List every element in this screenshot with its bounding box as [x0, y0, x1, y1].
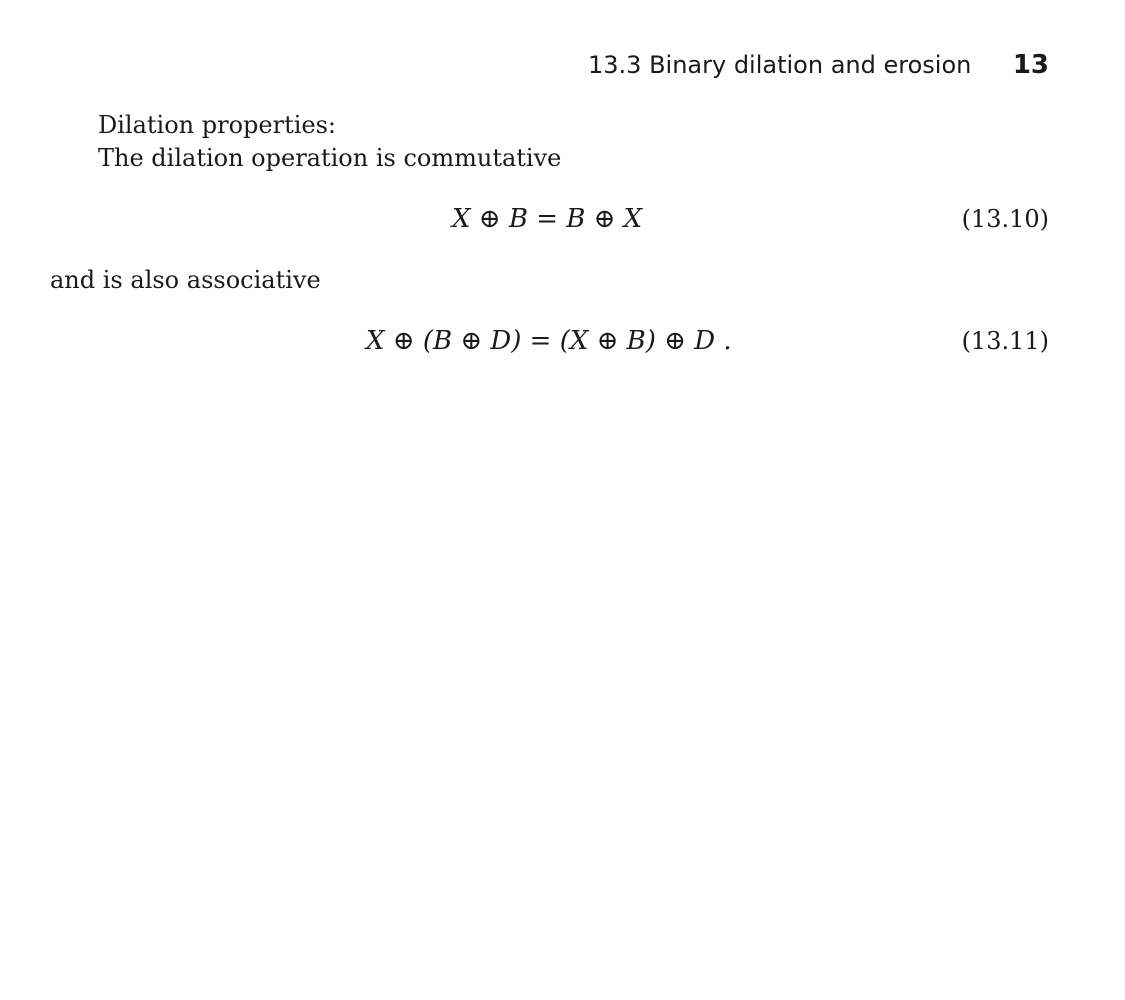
equation-commutative: X ⊕ B = B ⊕ X [452, 204, 643, 234]
page-header [0, 48, 1125, 82]
equation-associative: X ⊕ (B ⊕ D) = (X ⊕ B) ⊕ D . [366, 326, 732, 356]
paragraph-dilation-properties: Dilation properties: [98, 111, 337, 139]
page-number: 13 [1012, 50, 1049, 80]
paragraph-associative: and is also associative [50, 266, 321, 294]
equation-number-13-10: (13.10) [961, 205, 1049, 233]
paragraph-commutative: The dilation operation is commutative [98, 144, 562, 172]
running-section-title: 13.3 Binary dilation and erosion [588, 51, 972, 79]
equation-number-13-11: (13.11) [961, 327, 1049, 355]
